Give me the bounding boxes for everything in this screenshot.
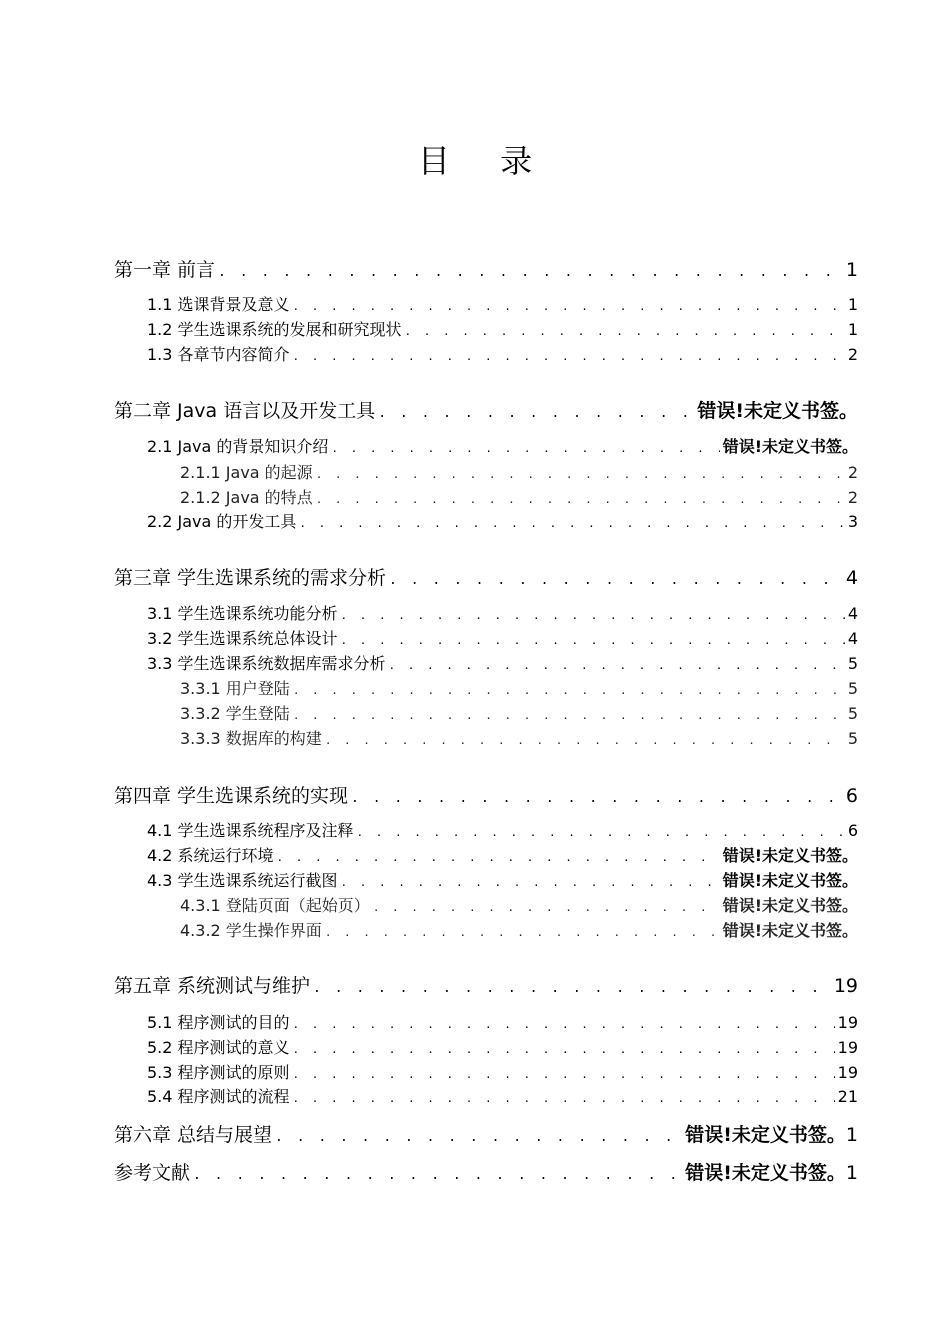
dot-leader [341,634,845,647]
dot-leader [389,573,843,588]
toc-entry[interactable] [114,1158,858,1184]
toc-entry-label: 5.3 程序测试的原则 [147,1063,290,1082]
dot-leader [293,1068,835,1081]
toc-entry-label: 2.1.2 Java 的特点 [180,488,313,507]
toc-page-number: 19 [837,1038,858,1057]
toc-entry-label: 第二章 Java 语言以及开发工具 [114,400,376,422]
toc-page-number: 1 [845,1124,858,1146]
toc-page-error: 错误!未定义书签。 [697,400,858,422]
dot-leader [293,350,845,363]
toc-entry-label: 第四章 学生选课系统的实现 [114,785,349,807]
toc-page-error: 错误!未定义书签。 [722,437,858,456]
toc-page-error: 错误!未定义书签。 [685,1124,846,1146]
toc-page-number: 2 [847,345,858,364]
dot-leader [218,265,843,280]
toc-entry[interactable] [147,601,858,623]
toc-entry-label: 第六章 总结与展望 [114,1124,273,1146]
toc-entry[interactable] [147,843,858,865]
toc-entry-label: 第一章 前言 [114,259,216,281]
toc-entry[interactable] [114,255,858,281]
toc-entry-label: 参考文献 [114,1162,191,1184]
dot-leader [293,709,845,722]
toc-entry[interactable] [147,1010,858,1032]
toc-page-number: 4 [845,567,858,589]
toc-entry[interactable] [114,563,858,589]
toc-entry-label: 3.2 学生选课系统总体设计 [147,629,338,648]
toc-entry-label: 2.1.1 Java 的起源 [180,463,313,482]
toc-entry-label: 1.2 学生选课系统的发展和研究现状 [147,320,402,339]
toc-entry-label: 5.2 程序测试的意义 [147,1038,290,1057]
toc-page-number: 5 [847,704,858,723]
toc-entry[interactable] [147,868,858,890]
dot-leader [293,684,845,697]
toc-page-number: 5 [847,679,858,698]
toc-page-number: 5 [847,729,858,748]
dot-leader [293,1092,835,1105]
toc-entry-label: 4.3.1 登陆页面（起始页） [180,896,370,915]
toc-entry-label: 1.3 各章节内容简介 [147,345,290,364]
toc-entry-label: 2.2 Java 的开发工具 [147,512,297,531]
toc-page-number: 19 [837,1063,858,1082]
toc-page-number: 4 [847,629,858,648]
toc-page-number: 1 [847,295,858,314]
toc-page-error: 错误!未定义书签。 [722,846,858,865]
toc-page-error: 错误!未定义书签。 [685,1162,846,1184]
toc-page-number: 2 [847,463,858,482]
toc-entry-label: 4.2 系统运行环境 [147,846,274,865]
dot-leader [316,468,845,481]
toc-page-number: 1 [847,320,858,339]
toc-entry-label: 4.3 学生选课系统运行截图 [147,871,338,890]
toc-entry[interactable] [147,434,858,456]
dot-leader [373,901,720,914]
dot-leader [293,300,845,313]
toc-page-number: 4 [847,604,858,623]
toc-entry[interactable] [180,893,858,915]
toc-entry-label: 4.3.2 学生操作界面 [180,921,322,940]
toc-entry[interactable] [180,676,858,698]
dot-leader [341,876,720,889]
toc-entry[interactable] [114,396,858,422]
toc-entry[interactable] [147,1084,858,1106]
dot-leader [325,926,720,939]
toc-entry-label: 5.1 程序测试的目的 [147,1013,290,1032]
toc-entry-label: 3.3.3 数据库的构建 [180,729,322,748]
toc-page-number: 1 [845,259,858,281]
toc-entry-label: 3.3 学生选课系统数据库需求分析 [147,654,386,673]
toc-entry[interactable] [147,342,858,364]
toc-entry[interactable] [147,292,858,314]
dot-leader [405,325,845,338]
toc-page-error: 错误!未定义书签。 [722,921,858,940]
toc-page-number: 5 [847,654,858,673]
toc-entry[interactable] [114,1120,858,1146]
toc-entry[interactable] [180,701,858,723]
dot-leader [293,1043,835,1056]
dot-leader [389,659,845,672]
toc-entry[interactable] [114,781,858,807]
toc-page-number: 21 [837,1087,858,1106]
dot-leader [325,734,845,747]
dot-leader [313,981,831,996]
dot-leader [331,442,719,455]
toc-entry-label: 3.3.2 学生登陆 [180,704,290,723]
toc-page-number: 6 [845,785,858,807]
toc-entry[interactable] [114,971,858,997]
toc-entry[interactable] [180,485,858,507]
toc-entry-label: 3.3.1 用户登陆 [180,679,290,698]
toc-page-error: 错误!未定义书签。 [722,871,858,890]
dot-leader [293,1018,835,1031]
dot-leader [275,1130,682,1145]
toc-entry[interactable] [180,726,858,748]
toc-entry-label: 第三章 学生选课系统的需求分析 [114,567,387,589]
toc-page-error: 错误!未定义书签。 [722,896,858,915]
dot-leader [316,493,845,506]
toc-entry-label: 3.1 学生选课系统功能分析 [147,604,338,623]
page-title: 目 录 [417,142,553,180]
toc-page-number: 1 [845,1162,858,1184]
toc-entry-label: 第五章 系统测试与维护 [114,975,311,997]
toc-page-number: 6 [847,821,858,840]
toc-entry[interactable] [147,651,858,673]
toc-entry[interactable] [147,1035,858,1057]
dot-leader [193,1168,682,1183]
dot-leader [351,791,843,806]
toc-entry[interactable] [180,918,858,940]
toc-entry[interactable] [147,317,858,339]
toc-entry[interactable] [147,509,858,531]
toc-entry-label: 4.1 学生选课系统程序及注释 [147,821,354,840]
toc-page-number: 3 [847,512,858,531]
toc-entry-label: 5.4 程序测试的流程 [147,1087,290,1106]
toc-entry[interactable] [147,818,858,840]
dot-leader [357,826,845,839]
toc-page-number: 19 [833,975,858,997]
toc-page-number: 19 [837,1013,858,1032]
toc-entry[interactable] [147,1060,858,1082]
toc-entry-label: 1.1 选课背景及意义 [147,295,290,314]
toc-entry[interactable] [180,460,858,482]
toc-entry[interactable] [147,626,858,648]
dot-leader [299,517,844,530]
dot-leader [378,406,694,421]
dot-leader [341,609,845,622]
dot-leader [277,851,720,864]
toc-page-number: 2 [847,488,858,507]
toc-entry-label: 2.1 Java 的背景知识介绍 [147,437,329,456]
